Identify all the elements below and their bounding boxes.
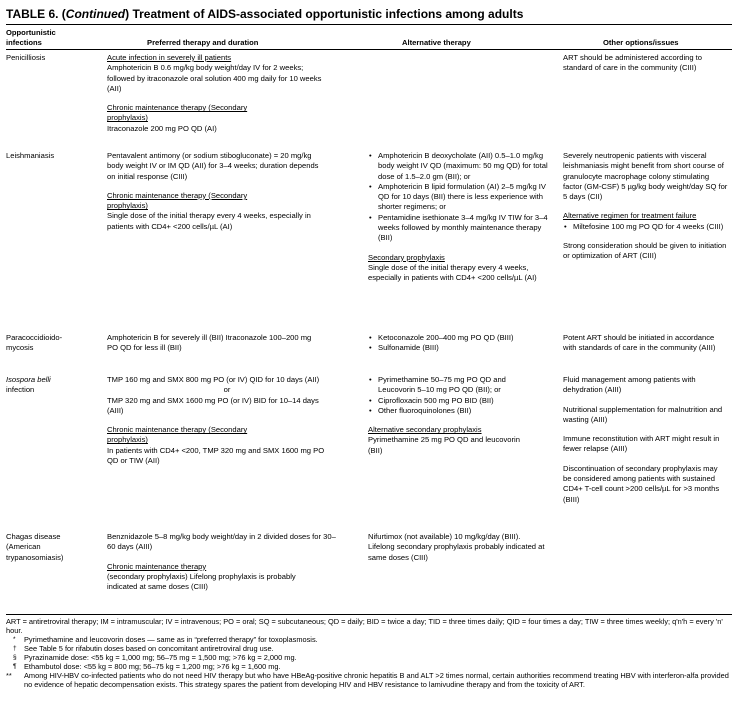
row-isospora-alternative	[368, 375, 548, 456]
row-paracoccidioido-alternative	[368, 333, 548, 354]
row-isospora-preferred	[107, 375, 335, 466]
row-penicilliosis-preferred	[107, 53, 322, 134]
header-bottom-rule	[6, 49, 732, 50]
title-continued: Continued	[65, 7, 126, 21]
row-leishmaniasis-alternative	[368, 151, 548, 284]
isospora-name-italic: Isospora belli	[6, 375, 51, 384]
row-isospora-name	[6, 375, 101, 396]
list-item: • Ketoconazole 200–400 mg PO QD (BIII)	[368, 333, 548, 343]
row-leishmaniasis-name: Leishmaniasis	[6, 151, 55, 160]
header-other: Other options/issues	[603, 38, 679, 47]
header-infections	[6, 28, 96, 48]
row-paracoccidioido-other: Potent ART should be initiated in accordance with standards of care in the community (AIII)	[563, 333, 716, 353]
row-penicilliosis-other: ART should be administered according to standard of care in the community (CIII)	[563, 53, 703, 73]
row-chagas-name: Chagas disease (American trypanosomiasis)	[6, 532, 64, 562]
title-prefix: TABLE 6. (	[6, 7, 66, 21]
footnote-mark: **	[6, 671, 12, 680]
footnotes	[6, 617, 732, 689]
list-item: • Miltefosine 100 mg PO QD for 4 weeks (CIII)	[563, 222, 728, 232]
pref-heading-2: Chronic maintenance therapy (Secondary prophylaxis)	[107, 190, 248, 211]
header-preferred: Preferred therapy and duration	[147, 38, 259, 47]
row-leishmaniasis-other	[563, 151, 728, 262]
list-item: • Pyrimethamine 50–75 mg PO QD and Leucovorin 5–10 mg PO QD (BII); or	[368, 375, 538, 396]
pref-text: Pentavalent antimony (or sodium stibogluconate) = 20 mg/kg body weight IV or IM QD (AII) for 3–4 weeks; duration depends on initial response (CIII)	[107, 151, 319, 181]
pref-heading-3: Chronic maintenance therapy (Secondary prophylaxis)	[107, 425, 248, 445]
pref-text-2: TMP 320 mg and SMX 1600 mg PO (or IV) BID for 10–14 days (AIII)	[107, 395, 319, 415]
footnote-mark: *	[13, 636, 16, 643]
other-text: Fluid management among patients with dehydration (AIII)	[563, 375, 696, 395]
alt-heading-2: Secondary prophylaxis	[368, 252, 445, 262]
other-heading-2: Alternative regimen for treatment failure	[563, 211, 697, 221]
footnote-3: Pyrazinamide dose: <55 kg = 1,000 mg; 56–75 mg = 1,500 mg; >76 kg = 2,000 mg.	[24, 653, 297, 662]
row-isospora-other	[563, 375, 728, 505]
pref-or: or	[223, 385, 231, 395]
footnote-5: Among HIV-HBV co-infected patients who do not need HIV therapy but who have HBeAg-positive chronic hepatitis B and ALT >2 times normal, certain authorities recommend treating HBV with interferon-alfa provided no evidence of hepatic decompensation exists. This strategy spares the patient from developing HIV and HBV resistance to lamivudine therapy and from the toxicity of ART.	[24, 671, 729, 689]
other-text-3: Immune reconstitution with ART might result in fewer relapse (AIII)	[563, 434, 720, 454]
other-text-2: Nutritional supplementation for malnutrition and wasting (AIII)	[563, 404, 723, 424]
list-item: • Pentamidine isethionate 3–4 mg/kg IV TIW for 3–4 weeks followed by monthly maintenance therapy (BII)	[368, 213, 548, 244]
row-chagas-alternative: Nifurtimox (not available) 10 mg/kg/day (BIII). Lifelong secondary prophylaxis probably indicated at same doses (CIII)	[368, 532, 545, 562]
row-paracoccidioido-preferred: Amphotericin B for severely ill (BII) Itraconazole 100–200 mg PO QD for less ill (BII)	[107, 333, 312, 353]
footnote-rule	[6, 614, 732, 615]
pref-text: Amphotericin B 0.6 mg/kg body weight/day IV for 2 weeks; followed by itraconazole oral solution 400 mg daily for 10 weeks (AII)	[107, 63, 322, 93]
table-title	[6, 7, 523, 21]
footnote-2: See Table 5 for rifabutin doses based on concomitant antiretroviral drug use.	[24, 644, 274, 653]
footnote-abbreviations: ART = antiretroviral therapy; IM = intramuscular; IV = intravenous; PO = oral; SQ = subcutaneous; QD = daily; BID = twice a day; TID = three times daily; QID = four times a day; TIW = three times weekly; q'n'h = every 'n' hour.	[6, 617, 723, 635]
pref-heading: Acute infection in severely ill patients	[107, 53, 232, 62]
pref-text: TMP 160 mg and SMX 800 mg PO (or IV) QID for 10 days (AII)	[107, 375, 320, 384]
row-leishmaniasis-preferred	[107, 151, 322, 232]
footnote-mark: †	[13, 645, 17, 652]
pref-text-2: (secondary prophylaxis) Lifelong prophylaxis is probably indicated at same doses (CIII)	[107, 571, 296, 592]
list-item: • Amphotericin B deoxycholate (AII) 0.5–1.0 mg/kg body weight IV QD (maximum: 50 mg QD) for total dose of 1.5–2.0 gm (BII); or	[368, 151, 548, 182]
pref-text-2: Itraconazole 200 mg PO QD (AI)	[107, 123, 217, 133]
list-item: • Sulfonamide (BIII)	[368, 343, 548, 353]
header-alternative: Alternative therapy	[402, 38, 471, 47]
footnote-mark: §	[13, 654, 17, 661]
alt-text-2: Single dose of the initial therapy every 4 weeks, especially in patients with CD4+ <200 cells/µL (AI)	[368, 262, 537, 283]
pref-text-2: Single dose of the initial therapy every 4 weeks, especially in patients with CD4+ <200 cells/µL (AI)	[107, 211, 311, 231]
row-paracoccidioido-name: Paracoccidioido- mycosis	[6, 333, 63, 353]
alt-heading-2: Alternative secondary prophylaxis	[368, 425, 482, 435]
header-infections-line2: infections	[6, 38, 42, 47]
list-item: • Amphotericin B lipid formulation (AI) 2–5 mg/kg IV QD for 10 days (BII) there is less experience with shorter regimens; or	[368, 182, 548, 213]
pref-heading-2: Chronic maintenance therapy (Secondary prophylaxis)	[107, 103, 248, 123]
other-text: Severely neutropenic patients with visceral leishmaniasis might benefit from short course of granulocyte macrophage colony stimulating factor (GM-CSF) 5 µg/kg body weight/day SQ for 5 days (CII)	[563, 151, 728, 202]
footnote-mark: ¶	[13, 663, 17, 670]
header-top-rule	[6, 24, 732, 25]
other-text-3: Strong consideration should be given to initiation or optimization of ART (CIII)	[563, 241, 727, 261]
pref-text-3: In patients with CD4+ <200, TMP 320 mg and SMX 1600 mg PO QD or TIW (AII)	[107, 445, 325, 466]
pref-heading-2: Chronic maintenance therapy	[107, 561, 207, 571]
row-penicilliosis-name: Penicilliosis	[6, 53, 46, 62]
footnote-4: Ethambutol dose: <55 kg = 800 mg; 56–75 kg = 1,200 mg; >76 kg = 1,600 mg.	[24, 662, 281, 671]
list-item: • Ciprofloxacin 500 mg PO BID (BII)	[368, 396, 548, 406]
other-text-4: Discontinuation of secondary prophylaxis may be considered among patients with sustained CD4+ T-cell count >200 cells/µL for >3 months (BIII)	[563, 463, 720, 504]
pref-text: Benznidazole 5–8 mg/kg body weight/day in 2 divided doses for 30–60 days (AIII)	[107, 532, 336, 552]
alt-text-2: Pyrimethamine 25 mg PO QD and leucovorin (BII)	[368, 435, 520, 455]
list-item: • Other fluoroquinolones (BII)	[368, 406, 548, 416]
footnote-1: Pyrimethamine and leucovorin doses — same as in “preferred therapy” for toxoplasmosis.	[24, 635, 318, 644]
isospora-name-rest: infection	[6, 385, 35, 395]
title-suffix: ) Treatment of AIDS-associated opportunistic infections among adults	[125, 7, 524, 21]
header-infections-line1: Opportunistic	[6, 28, 56, 37]
row-chagas-preferred	[107, 532, 337, 592]
